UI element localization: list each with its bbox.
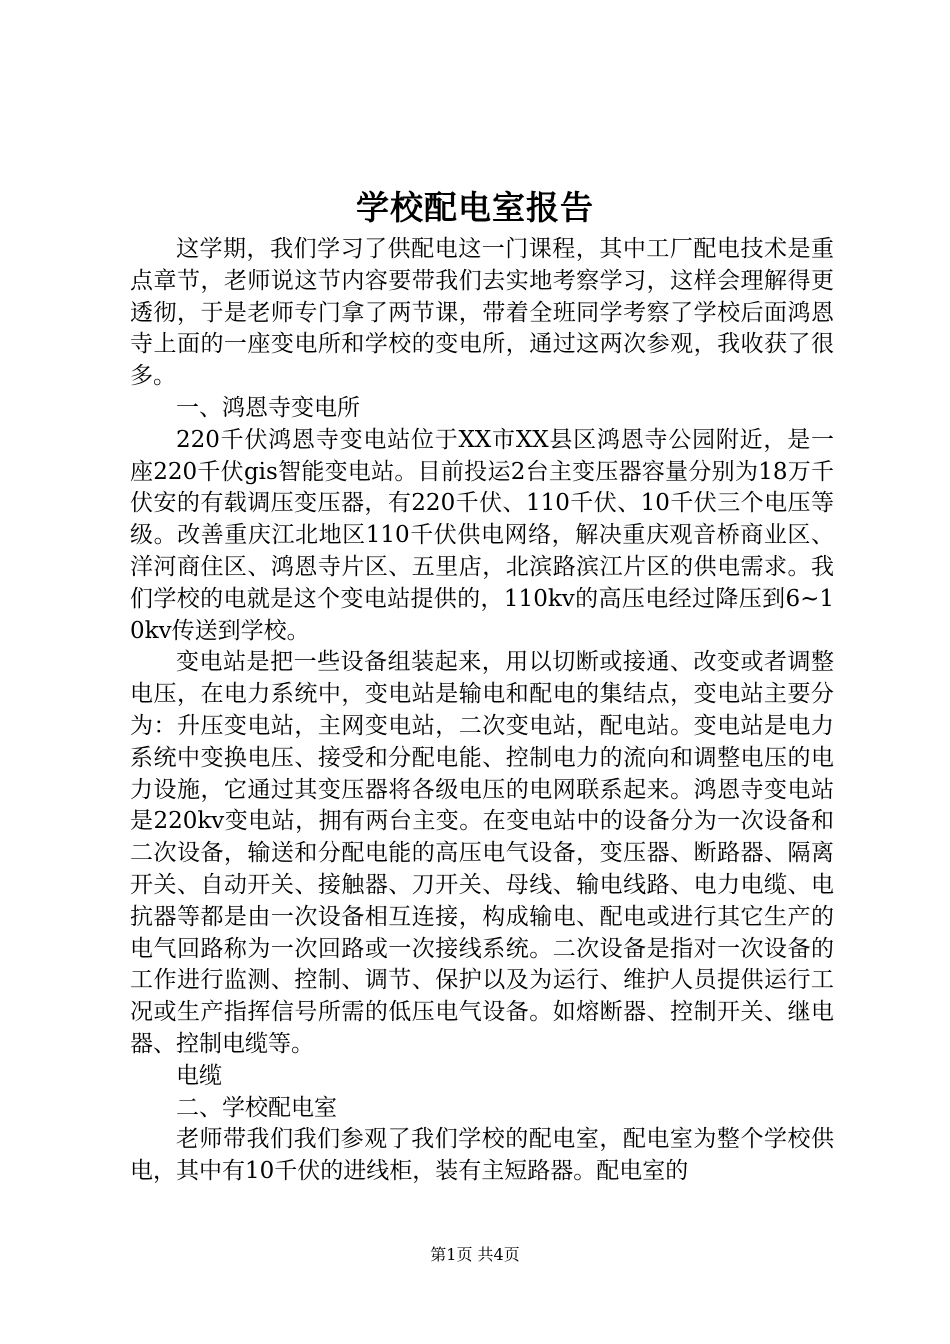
- document-title: 学校配电室报告: [356, 188, 594, 227]
- paragraph-school-room: 老师带我们我们参观了我们学校的配电室，配电室为整个学校供电，其中有10千伏的进线柜，装有主短路器。配电室的: [130, 1126, 834, 1185]
- section-heading-hongensi: 一、鸿恩寺变电所: [176, 394, 360, 421]
- paragraph-substation-overview: 220千伏鸿恩寺变电站位于XX市XX县区鸿恩寺公园附近，是一座220千伏gis智能变电站。目前投运2台主变压器容量分别为18万千伏安的有载调压变压器，有220千伏、110千伏、10千伏三个电压等级。改善重庆江北地区110千伏供电网络，解决重庆观音桥商业区、洋河商住区、鸿恩寺片区、五里店，北滨路滨江片区的供电需求。我们学校的电就是这个变电站提供的，110kv的高压电经过降压到6~10kv传送到学校。: [130, 426, 834, 644]
- paragraph-cable: 电缆: [176, 1062, 222, 1089]
- paragraph-substation-details: 变电站是把一些设备组装起来，用以切断或接通、改变或者调整电压，在电力系统中，变电站是输电和配电的集结点，变电站主要分为：升压变电站，主网变电站，二次变电站，配电站。变电站是电力系统中变换电压、接受和分配电能、控制电力的流向和调整电压的电力设施，它通过其变压器将各级电压的电网联系起来。鸿恩寺变电站是220kv变电站，拥有两台主变。在变电站中的设备分为一次设备和二次设备，输送和分配电能的高压电气设备，变压器、断路器、隔离开关、自动开关、接触器、刀开关、母线、输电线路、电力电缆、电抗器等都是由一次设备相互连接，构成输电、配电或进行其它生产的电气回路称为一次回路或一次接线系统。二次设备是指对一次设备的工作进行监测、控制、调节、保护以及为运行、维护人员提供运行工况或生产指挥信号所需的低压电气设备。如熔断器、控制开关、继电器、控制电缆等。: [130, 649, 834, 1057]
- document-body: [130, 234, 834, 1188]
- paragraph-intro: 这学期，我们学习了供配电这一门课程，其中工厂配电技术是重点章节，老师说这节内容要带我们去实地考察学习，这样会理解得更透彻，于是老师专门拿了两节课，带着全班同学考察了学校后面鸿恩寺上面的一座变电所和学校的变电所，通过这两次参观，我收获了很多。: [130, 236, 834, 390]
- section-heading-school-room: 二、学校配电室: [176, 1094, 337, 1121]
- page-footer: 第1页 共4页: [430, 1245, 520, 1264]
